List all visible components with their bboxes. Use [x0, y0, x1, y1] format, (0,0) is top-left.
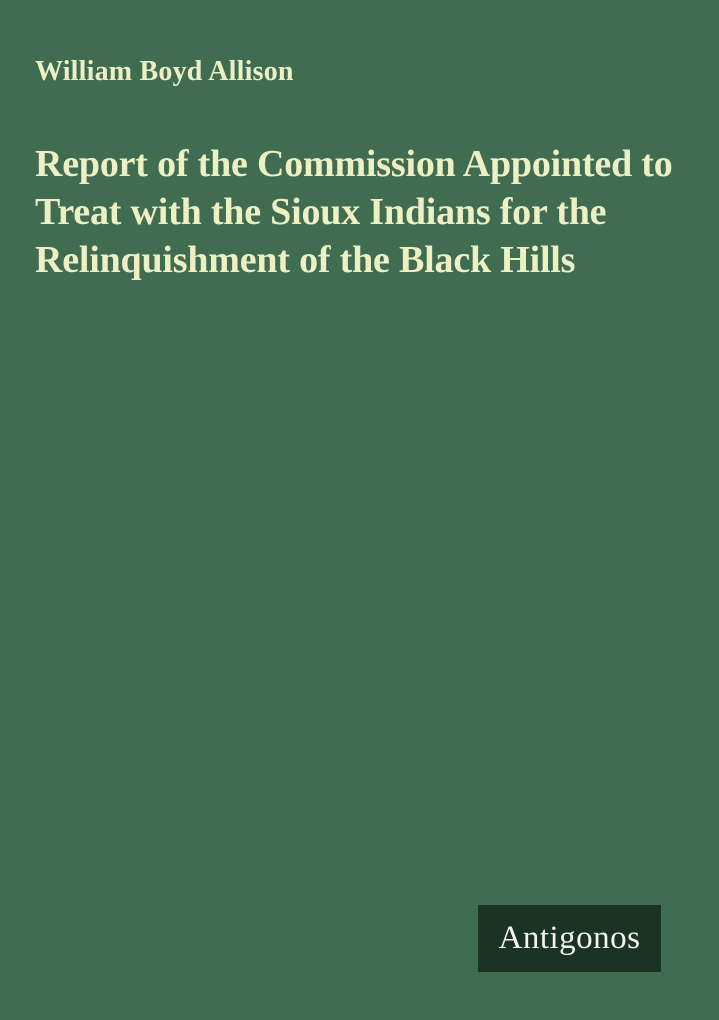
- book-title-line-2: Treat with the Sioux Indians for the: [35, 191, 607, 233]
- book-title: [35, 140, 695, 284]
- book-title-line-1: Report of the Commission Appointed to: [35, 143, 673, 185]
- book-title-line-3: Relinquishment of the Black Hills: [35, 239, 576, 281]
- author-name: William Boyd Allison: [35, 56, 294, 87]
- publisher-box: [478, 905, 661, 972]
- publisher-name: Antigonos: [498, 920, 641, 956]
